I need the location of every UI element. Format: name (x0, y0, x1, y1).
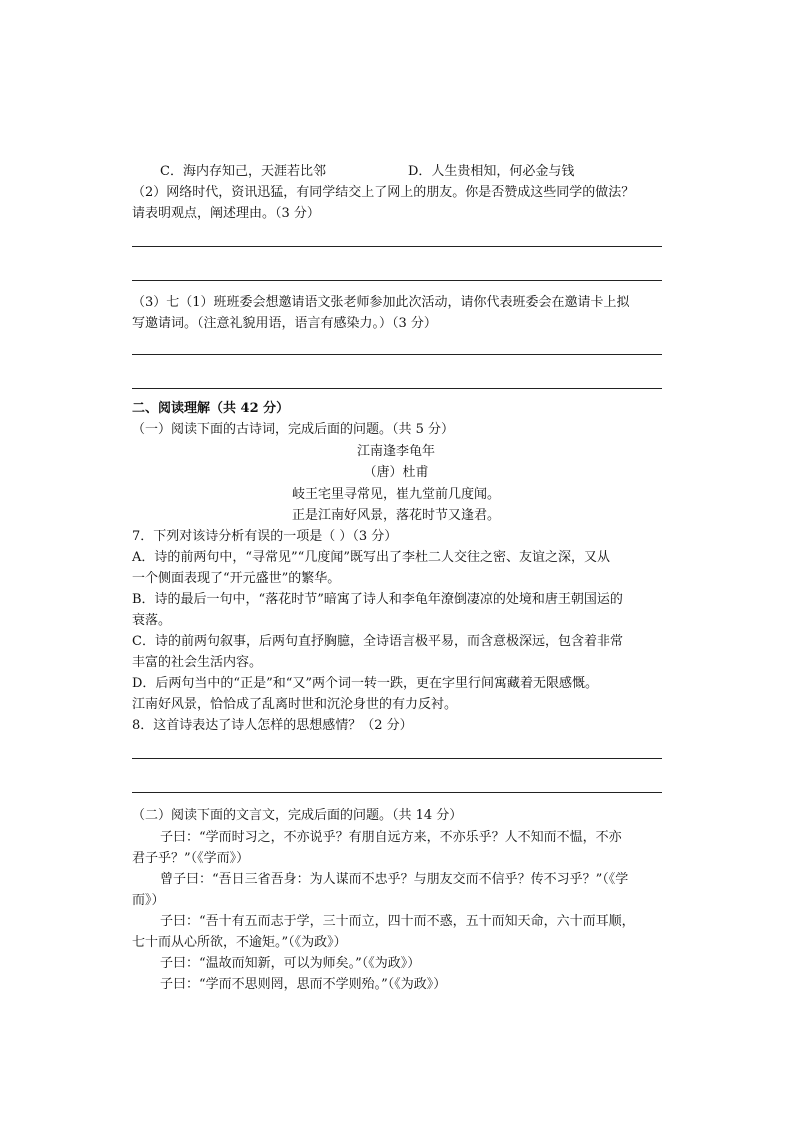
poem-line-1: 岐王宅里寻常见，崔九堂前几度闻。 (291, 487, 500, 502)
part2-instruction: （二）阅读下面的文言文，完成后面的问题。（共 14 分） (132, 808, 463, 823)
answer-line-q6-2-a[interactable] (132, 246, 662, 247)
passage1-line1: 子曰：“学而时习之，不亦说乎？有朋自远方来，不亦乐乎？人不知而不愠，不亦 (160, 830, 622, 845)
part1-instruction: （一）阅读下面的古诗词，完成后面的问题。（共 5 分） (132, 422, 455, 437)
q7-option-c-line2: 丰富的社会生活内容。 (132, 655, 263, 670)
q7-option-a-line2: 一个侧面表现了“开元盛世”的繁华。 (132, 571, 341, 586)
passage4: 子曰：“温故而知新，可以为师矣。”（《为政》） (160, 956, 421, 971)
q7-option-b-line2: 衰落。 (132, 613, 172, 628)
passage1-line2: 君子乎？”（《学而》） (132, 851, 250, 866)
section2-title: 二、阅读理解（共 42 分） (132, 401, 290, 416)
passage2-line1: 曾子曰：“吾日三省吾身：为人谋而不忠乎？与朋友交而不信乎？传不习乎？”（《学 (160, 872, 629, 887)
q6-sub2-line2: 请表明观点，阐述理由。（3 分） (132, 206, 320, 221)
q7-option-d-line1: D．后两句当中的“正是”和“又”两个词一转一跌，更在字里行间寓藏着无限感慨。 (132, 676, 599, 691)
q7-option-b-line1: B．诗的最后一句中，“落花时节”暗寓了诗人和李龟年潦倒凄凉的处境和唐王朝国运的 (132, 592, 623, 607)
q7-option-c-line1: C．诗的前两句叙事，后两句直抒胸臆，全诗语言极平易，而含意极深远，包含着非常 (132, 634, 623, 649)
poem-author: （唐）杜甫 (363, 465, 429, 480)
q7-stem: 7．下列对该诗分析有误的一项是（ ）（3 分） (132, 529, 398, 544)
answer-line-q8-a[interactable] (132, 758, 662, 759)
answer-line-q6-3-a[interactable] (132, 354, 662, 355)
q7-option-a-line1: A．诗的前两句中，“寻常见”“几度闻”既写出了李杜二人交往之密、友谊之深，又从 (132, 550, 610, 565)
q6-sub3-line1: （3）七（1）班班委会想邀请语文张老师参加此次活动，请你代表班委会在邀请卡上拟 (132, 295, 630, 310)
q6-option-d: D．人生贵相知，何必金与钱 (408, 164, 575, 179)
passage3-line2: 七十而从心所欲，不逾矩。”（《为政》） (132, 935, 347, 950)
q6-sub3-line2: 写邀请词。（注意礼貌用语，语言有感染力。）（3 分） (132, 316, 437, 331)
passage5: 子曰：“学而不思则罔，思而不学则殆。”（《为政》） (160, 977, 447, 992)
answer-line-q6-2-b[interactable] (132, 280, 662, 281)
passage3-line1: 子曰：“吾十有五而志于学，三十而立，四十而不惑，五十而知天命，六十而耳顺， (160, 914, 635, 929)
poem-line-2: 正是江南好风景，落花时节又逢君。 (291, 508, 500, 523)
q6-option-c: C．海内存知己，天涯若比邻 (160, 164, 326, 179)
answer-line-q8-b[interactable] (132, 792, 662, 793)
q6-sub2-line1: （2）网络时代，资讯迅猛，有同学结交上了网上的朋友。你是否赞成这些同学的做法？ (132, 185, 635, 200)
q7-option-d-line2: 江南好风景，恰恰成了乱离时世和沉沦身世的有力反衬。 (132, 697, 458, 712)
q8-stem: 8．这首诗表达了诗人怎样的思想感情？（2 分） (132, 718, 413, 733)
poem-title: 江南逢李龟年 (356, 444, 435, 459)
answer-line-q6-3-b[interactable] (132, 388, 662, 389)
passage2-line2: 而》） (132, 893, 165, 908)
